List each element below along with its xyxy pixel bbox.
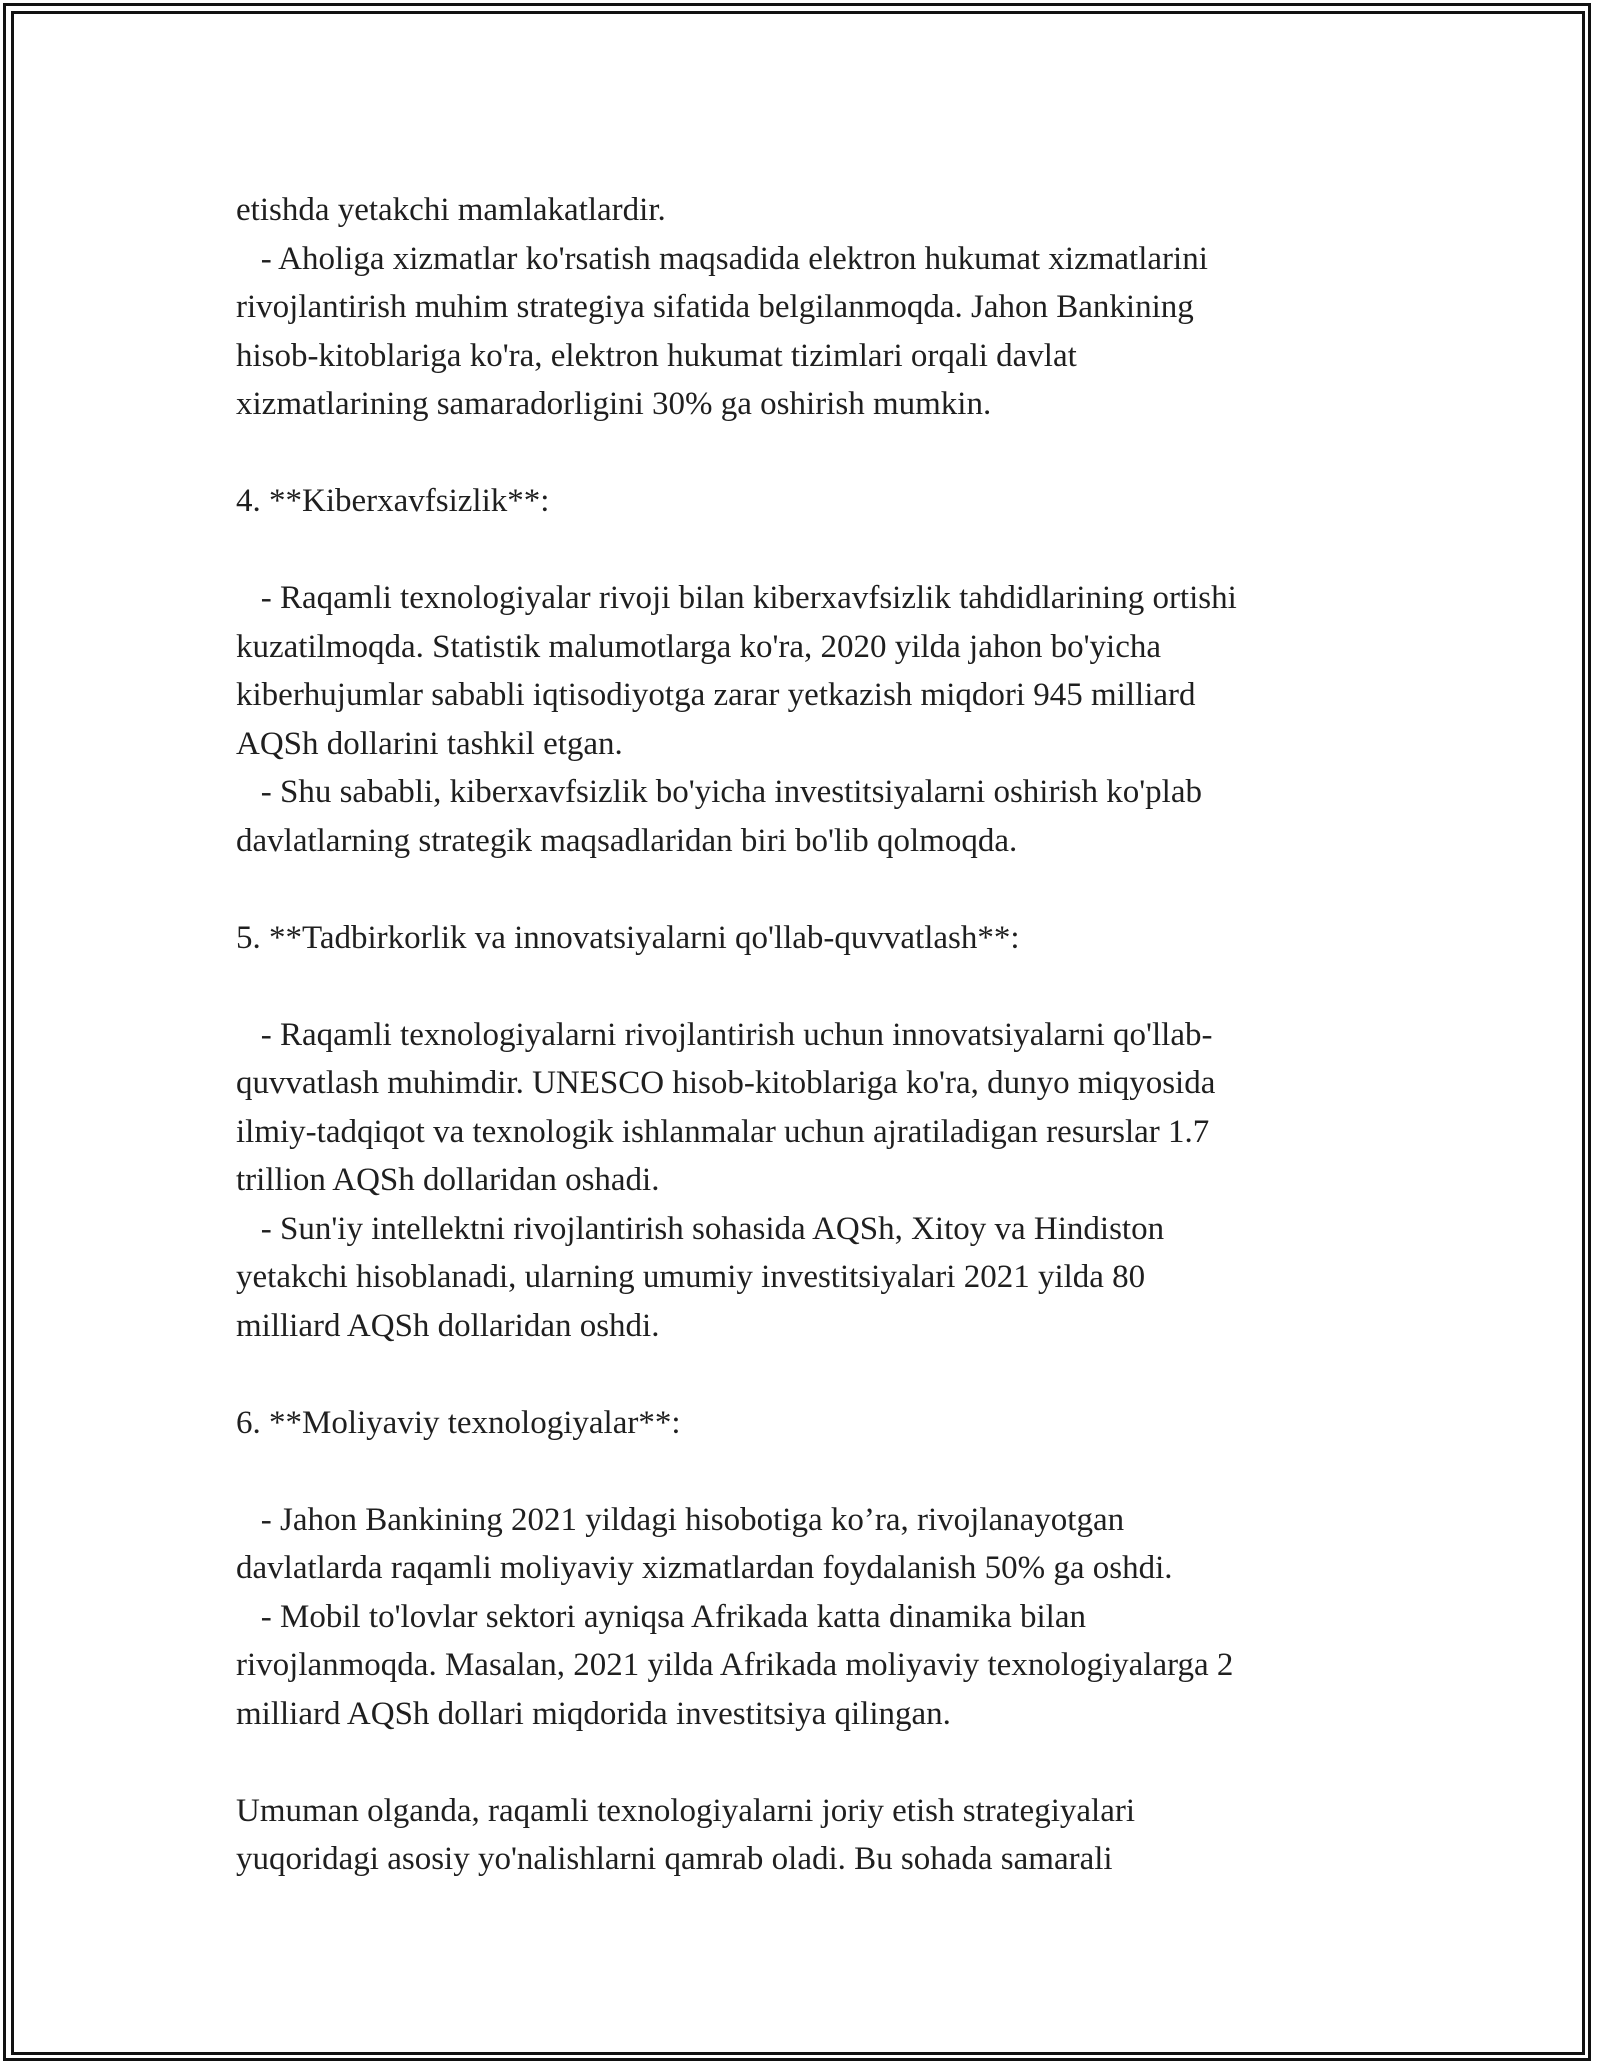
text-line: ilmiy-tadqiqot va texnologik ishlanmalar uchun ajratiladigan resurslar 1.7 [236,1113,1210,1150]
text-line: trillion AQSh dollaridan oshadi. [236,1162,660,1198]
text-line: - Raqamli texnologiyalarni rivojlantirish uchun innovatsiyalarni qo'llab- [236,1016,1213,1053]
section-heading: 6. **Moliyaviy texnologiyalar**: [236,1404,681,1441]
text-line: - Raqamli texnologiyalar rivoji bilan kiberxavfsizlik tahdidlarining ortishi [236,580,1237,616]
text-line: - Aholiga xizmatlar ko'rsatish maqsadida elektron hukumat xizmatlarini [236,240,1208,277]
text-line: Umuman olganda, raqamli texnologiyalarni joriy etish strategiyalari [236,1792,1135,1829]
text-line: - Mobil to'lovlar sektori ayniqsa Afrikada katta dinamika bilan [236,1598,1086,1635]
blank-line [236,865,1366,914]
blank-line [236,962,1366,1011]
text-line: xizmatlarining samaradorligini 30% ga oshirish mumkin. [236,386,992,422]
section-heading: 4. **Kiberxavfsizlik**: [236,483,550,519]
text-line: kiberhujumlar sababli iqtisodiyotga zarar yetkazish miqdori 945 milliard [236,677,1196,713]
text-line: quvvatlash muhimdir. UNESCO hisob-kitoblariga ko'ra, dunyo miqyosida [236,1065,1216,1101]
text-line: - Sun'iy intellektni rivojlantirish sohasida AQSh, Xitoy va Hindiston [236,1210,1165,1247]
section-heading: 5. **Tadbirkorlik va innovatsiyalarni qo'llab-quvvatlash**: [236,919,1020,956]
text-line: davlatlarning strategik maqsadlaridan biri bo'lib qolmoqda. [236,822,1018,859]
text-line: yuqoridagi asosiy yo'nalishlarni qamrab oladi. Bu sohada samarali [236,1841,1113,1877]
text-line: hisob-kitoblariga ko'ra, elektron hukumat tizimlari orqali davlat [236,337,1077,374]
text-line: davlatlarda raqamli moliyaviy xizmatlardan foydalanish 50% ga oshdi. [236,1550,1173,1586]
text-line: rivojlanmoqda. Masalan, 2021 yilda Afrikada moliyaviy texnologiyalarga 2 [236,1647,1234,1683]
blank-line [236,1738,1366,1787]
blank-line [236,1350,1366,1399]
blank-line [236,1447,1366,1496]
text-line: milliard AQSh dollaridan oshdi. [236,1307,660,1344]
text-line: - Shu sababli, kiberxavfsizlik bo'yicha investitsiyalarni oshirish ko'plab [236,774,1202,810]
text-line: kuzatilmoqda. Statistik malumotlarga ko'ra, 2020 yilda jahon bo'yicha [236,628,1162,665]
text-line: AQSh dollarini tashkil etgan. [236,725,623,762]
document-body [236,186,1366,1884]
text-line: yetakchi hisoblanadi, ularning umumiy investitsiyalari 2021 yilda 80 [236,1259,1146,1295]
text-line: - Jahon Bankining 2021 yildagi hisobotiga ko’ra, rivojlanayotgan [236,1501,1125,1538]
blank-line [236,526,1366,575]
text-line: milliard AQSh dollari miqdorida investitsiya qilingan. [236,1695,951,1732]
text-line: etishda yetakchi mamlakatlardir. [236,192,666,228]
text-line: rivojlantirish muhim strategiya sifatida belgilanmoqda. Jahon Bankining [236,289,1194,325]
blank-line [236,429,1366,478]
